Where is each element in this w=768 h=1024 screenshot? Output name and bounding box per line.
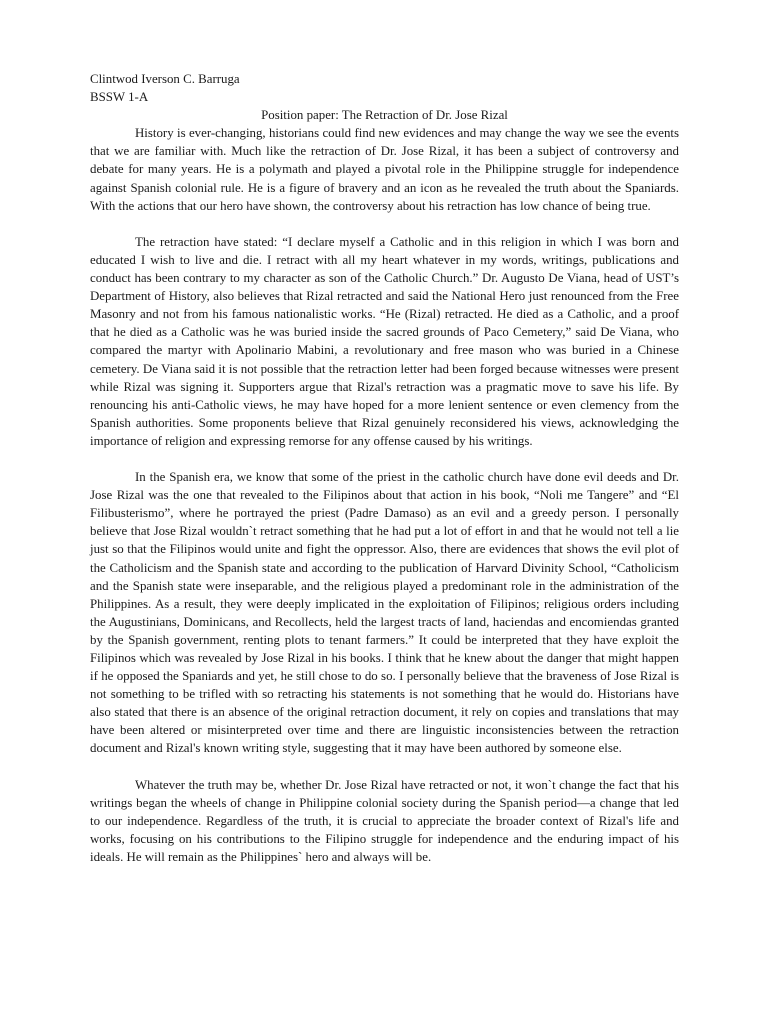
paragraph-conclusion: Whatever the truth may be, whether Dr. Jose Rizal have retracted or not, it won`t change the fact that his writings began the wheels of change in Philippine colonial society during the Spanish period—a change that led to our independence. Regardless of the truth, it is crucial to appreciate the broader context of Rizal's life and works, focusing on his contributions to the Filipino struggle for independence and the enduring impact of his ideals. He will remain as the Philippines` hero and always will be. xyxy=(90,777,679,865)
paragraph-intro: History is ever-changing, historians could find new evidences and may change the way we see the events that we are familiar with. Much like the retraction of Dr. Jose Rizal, it has been a subject of controversy and debate for many years. He is a polymath and played a pivotal role in the Philippine struggle for independence against Spanish colonial rule. He is a figure of bravery and an icon as he revealed the truth about the Spaniards. With the actions that our hero have shown, the controversy about his retraction has low chance of being true. xyxy=(90,126,679,213)
author-name: Clintwod Iverson C. Barruga xyxy=(90,72,240,86)
paragraph-spanish-era: In the Spanish era, we know that some of the priest in the catholic church have done evil deeds and Dr. Jose Rizal was the one that revealed to the Filipinos about that action in his book, “Noli me Tangere” and “El Filibusterismo”, where he portrayed the priest (Padre Damaso) as an evil and a greedy person. I personally believe that Jose Rizal wouldn`t retract something that he had put a lot of effort in and that he would not tell a lie just so that the Filipinos would unite and fight the oppressor. Also, there are evidences that shows the evil plot of the Catholicism and the Spanish state and according to the publication of Harvard Divinity School, “Catholicism and the Spanish state were inseparable, and the religious played a predominant role in the administration of the Philippines. As a result, they were deeply implicated in the exploitation of Filipinos; religious orders including the Augustinians, Dominicans, and Recollects, held the largest tracts of land, haciendas and encomiendas granted by the Spanish government, renting plots to tenant farmers.” It could be interpreted that they have exploit the Filipinos which was revealed by Jose Rizal in his books. I think that he knew about the danger that might happen if he opposed the Spaniards and yet, he still chose to do so. I personally believe that the braveness of Jose Rizal is not something to be trifled with so retracting his statements is not something that he would do. Historians have also stated that there is an absence of the original retraction document, it rely on copies and translations that may have been altered or misinterpreted over time and there are linguistic inconsistencies between the retraction document and Rizal's known writing style, suggesting that it may have been authored by someone else. xyxy=(90,470,679,756)
paper-title: Position paper: The Retraction of Dr. Jose Rizal xyxy=(261,108,508,123)
paragraph-retraction-statement: The retraction have stated: “I declare myself a Catholic and in this religion in which I was born and educated I wish to live and die. I retract with all my heart whatever in my words, writings, publications and conduct has been contrary to my character as son of the Catholic Church.” Dr. Augusto De Viana, head of UST’s Department of History, also believes that Rizal retracted and said the National Hero just renounced from the Free Masonry and not from his famous nationalistic works. “He (Rizal) retracted. He died as a Catholic, and a proof that he died as a Catholic was he was buried inside the sacred grounds of Paco Cemetery,” said De Viana, who compared the martyr with Apolinario Mabini, a revolutionary and free mason who was buried in a Chinese cemetery. De Viana said it is not possible that the retraction letter had been forged because witnesses were present while Rizal was signing it. Supporters argue that Rizal's retraction was a pragmatic move to save his life. By renouncing his anti-Catholic views, he may have hoped for a more lenient sentence or even clemency from the Spanish authorities. Some proponents believe that Rizal genuinely reconsidered his views, acknowledging the importance of religion and expressing remorse for any offense caused by his writings. xyxy=(90,234,679,448)
course-section: BSSW 1-A xyxy=(90,90,149,105)
document-page xyxy=(90,70,679,866)
